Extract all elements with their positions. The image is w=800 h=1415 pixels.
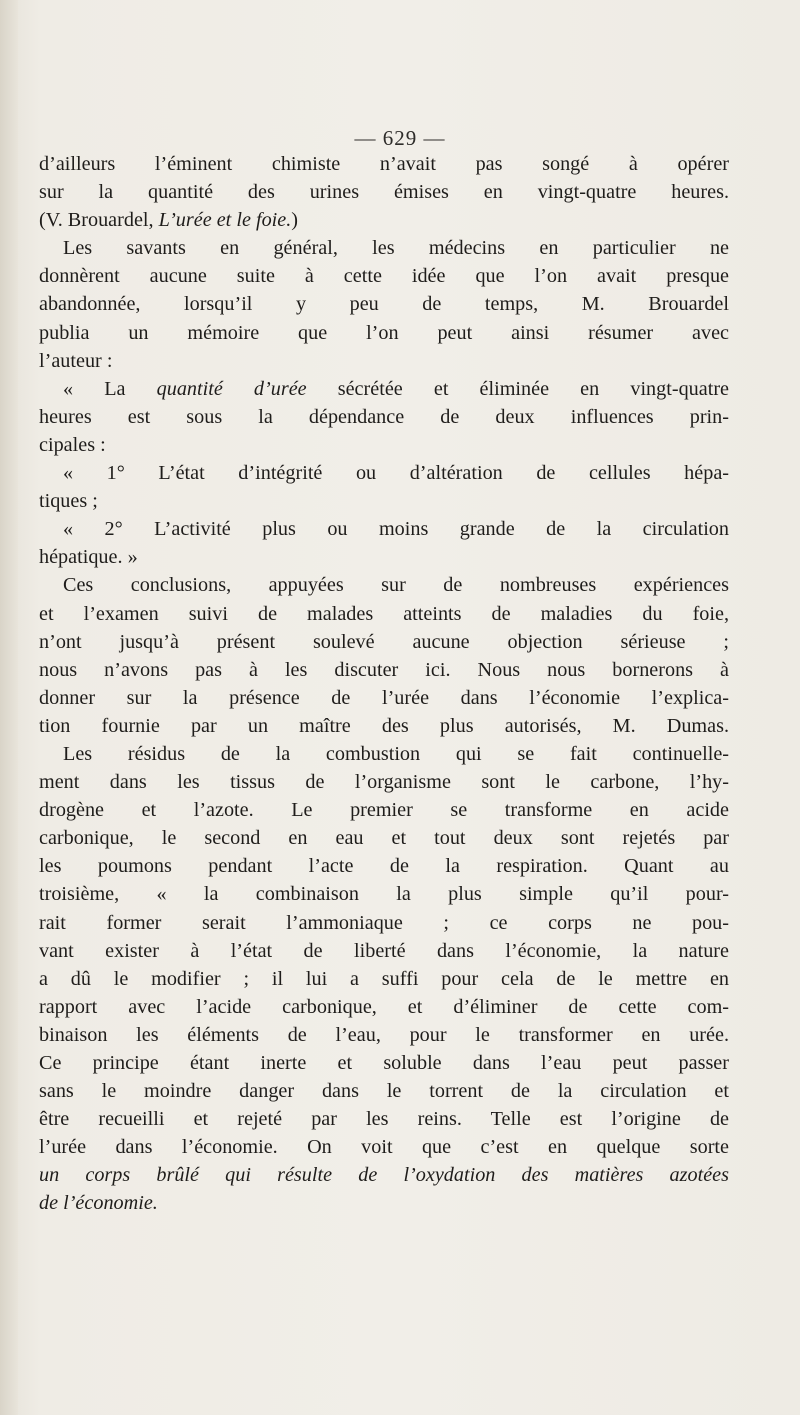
text-line: ment dans les tissus de l’organisme sont le carbone, l’hy- [39, 771, 729, 794]
text-line: hépatique. » [39, 546, 138, 569]
text-line: publia un mémoire que l’on peut ainsi résumer avec [39, 321, 729, 344]
text-line: tion fournie par un maître des plus autorisés, M. Dumas. [39, 714, 729, 737]
italic-text: de l’économie. [39, 1192, 158, 1215]
text-line: et l’examen suivi de malades atteints de maladies du foie, [39, 602, 729, 625]
text-line: rapport avec l’acide carbonique, et d’éliminer de cette com- [39, 995, 729, 1018]
text-line: « 1° L’état d’intégrité ou d’altération de cellules hépa- [63, 462, 729, 485]
italic-text: L’urée et le foie. [158, 209, 292, 232]
text-line: sans le moindre danger dans le torrent de la circulation et [39, 1080, 729, 1103]
text-line: l’urée dans l’économie. On voit que c’est en quelque sorte [39, 1136, 729, 1159]
text-line: donner sur la présence de l’urée dans l’économie l’explica- [39, 686, 729, 709]
text-line: « 2° L’activité plus ou moins grande de la circulation [63, 518, 729, 541]
text-line: Les résidus de la combustion qui se fait continuelle- [63, 742, 729, 765]
page-number: — 629 — [354, 126, 446, 150]
text-line: troisième, « la combinaison la plus simple qu’il pour- [39, 883, 729, 906]
text-line: a dû le modifier ; il lui a suffi pour cela de le mettre en [39, 967, 729, 990]
text-line: drogène et l’azote. Le premier se transforme en acide [39, 799, 729, 822]
text-line [39, 1161, 729, 1189]
italic-text: quantité d’urée [156, 377, 307, 400]
text-line: « La quantité d’urée sécrétée et éliminée en vingt-quatre [63, 377, 730, 400]
text-line: carbonique, le second en eau et tout deux sont rejetés par [39, 827, 729, 850]
text-line: abandonnée, lorsqu’il y peu de temps, M. Brouardel [39, 293, 729, 316]
text-line: cipales : [39, 433, 106, 456]
text-line: nous n’avons pas à les discuter ici. Nous nous bornerons à [39, 658, 729, 681]
text-line: binaison les éléments de l’eau, pour le transformer en urée. [39, 1023, 729, 1046]
text-line: (V. Brouardel, L’urée et le foie.) [39, 209, 299, 232]
text-line: n’ont jusqu’à présent soulevé aucune objection sérieuse ; [39, 630, 729, 653]
text-line: rait former serait l’ammoniaque ; ce corps ne pou- [39, 911, 729, 934]
text-line: Ces conclusions, appuyées sur de nombreuses expériences [63, 574, 729, 597]
text-line: l’auteur : [39, 349, 113, 372]
text-line: tiques ; [39, 490, 98, 513]
text-line: d’ailleurs l’éminent chimiste n’avait pas songé à opérer [39, 153, 729, 175]
text-line: Ce principe étant inerte et soluble dans l’eau peut passer [39, 1052, 729, 1074]
text-line [39, 1189, 729, 1217]
text-line: les poumons pendant l’acte de la respiration. Quant au [39, 855, 729, 878]
text-line: Les savants en général, les médecins en particulier ne [63, 237, 729, 260]
text-line: sur la quantité des urines émises en vingt-quatre heures. [39, 181, 729, 204]
text-line: être recueilli et rejeté par les reins. Telle est l’origine de [39, 1108, 729, 1131]
text-line: donnèrent aucune suite à cette idée que l’on avait presque [39, 265, 729, 288]
italic-text: un corps brûlé qui résulte de l’oxydation des matières azotées [39, 1164, 729, 1187]
body-text [39, 150, 729, 1218]
text-line: heures est sous la dépendance de deux influences prin- [39, 405, 729, 428]
text-line: vant exister à l’état de liberté dans l’économie, la nature [39, 939, 729, 962]
page-gutter-edge [0, 0, 18, 1415]
